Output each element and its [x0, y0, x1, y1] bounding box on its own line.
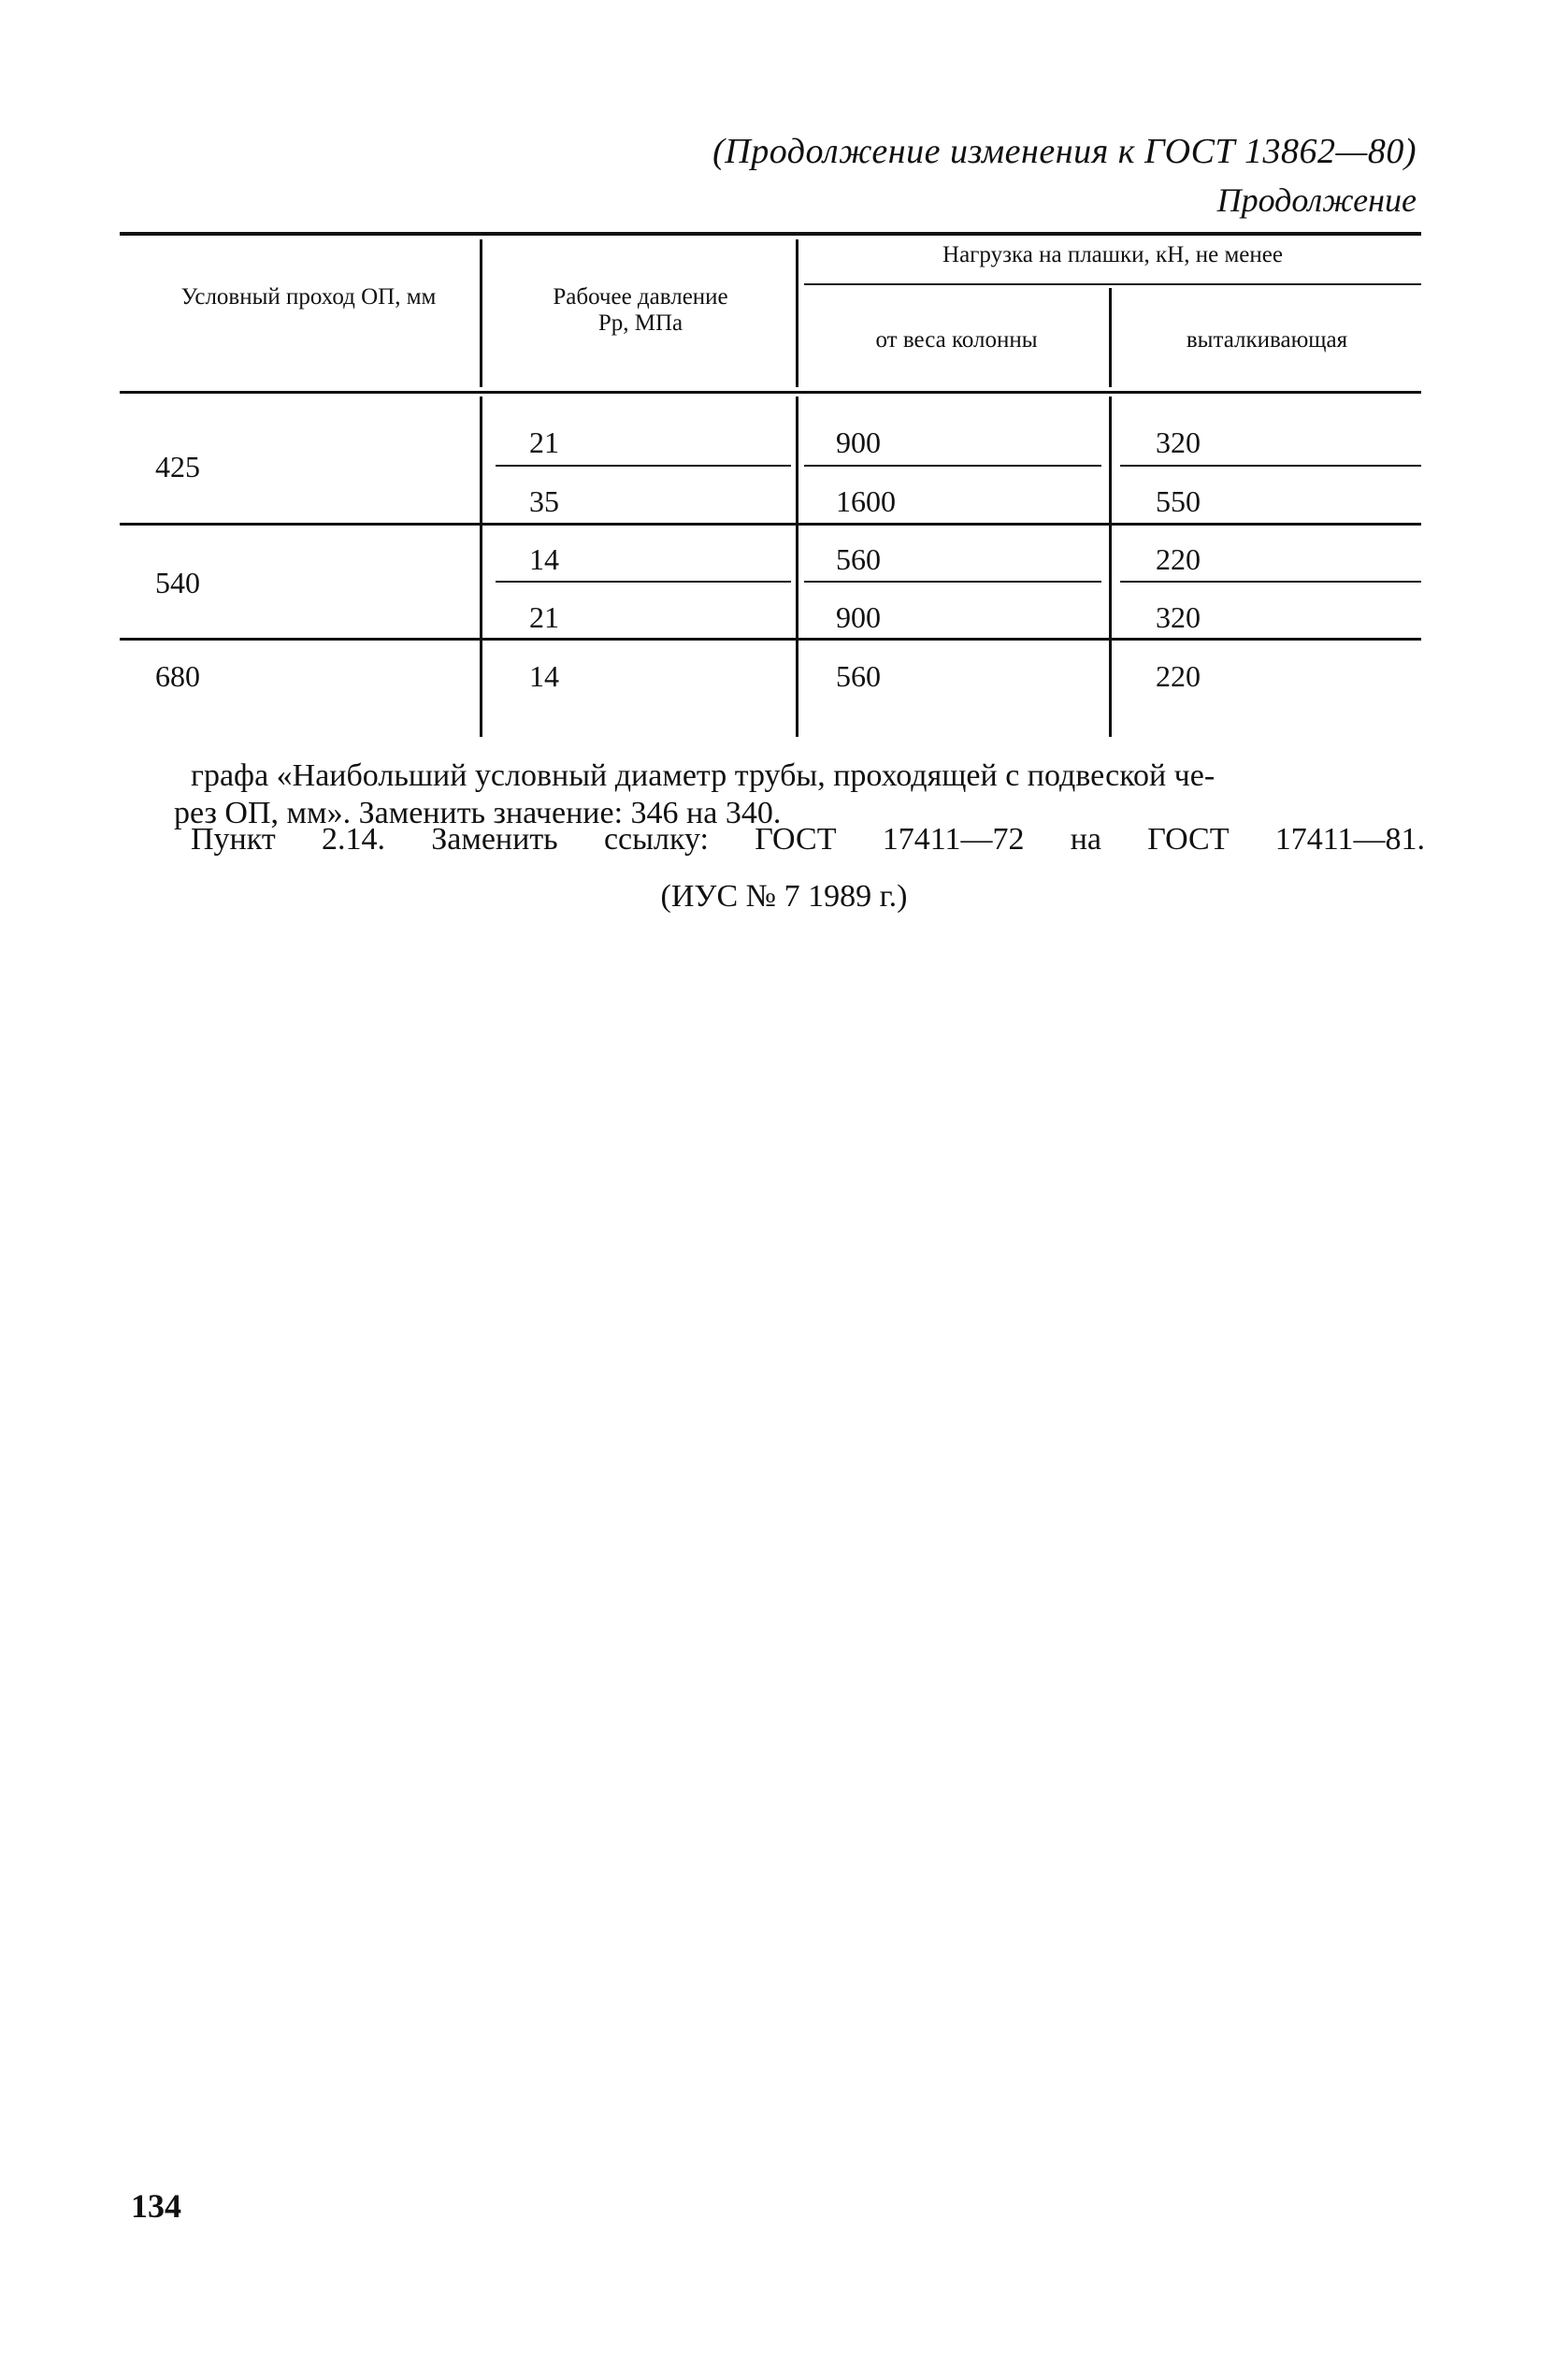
row-divider — [1120, 465, 1421, 467]
header-push-load: выталкивающая — [1186, 327, 1348, 353]
header-title: (Продолжение изменения к ГОСТ 13862—80) — [712, 132, 1417, 171]
group-sub-rule — [804, 283, 1421, 285]
cell-passage: 540 — [155, 566, 200, 599]
group-divider — [120, 638, 1421, 641]
header-passage: Условный проход ОП, мм — [180, 284, 437, 310]
vrule-1-body — [480, 396, 482, 737]
amendment-line-2: рез ОП, мм». Заменить значение: 346 на 340. — [174, 796, 782, 830]
row-divider — [496, 465, 791, 467]
amendment-line-1: графа «Наибольший условный диаметр трубы, проходящей с подвеской че- — [191, 758, 1216, 793]
cell-weight-load: 560 — [836, 659, 881, 693]
vrule-3-head — [1109, 288, 1112, 387]
cell-pressure: 21 — [529, 600, 559, 634]
row-divider — [804, 465, 1101, 467]
cell-weight-load: 560 — [836, 542, 881, 576]
header-subtitle: Продолжение — [1216, 181, 1417, 219]
table-header-rule — [120, 391, 1421, 394]
cell-pressure: 14 — [529, 659, 559, 693]
vrule-3-body — [1109, 396, 1112, 737]
header-pressure-line1: Рабочее давление — [553, 284, 728, 310]
cell-pressure: 14 — [529, 542, 559, 576]
cell-push-load: 220 — [1156, 542, 1201, 576]
vrule-2-head — [796, 239, 798, 387]
group-divider — [120, 523, 1421, 526]
cell-passage: 680 — [155, 659, 200, 693]
header-pressure-line2: Pр, МПа — [597, 310, 683, 336]
row-divider — [1120, 581, 1421, 583]
page-number: 134 — [131, 2187, 181, 2225]
publication-reference: (ИУС № 7 1989 г.) — [660, 879, 908, 914]
row-divider — [496, 581, 791, 583]
cell-weight-load: 900 — [836, 600, 881, 634]
cell-weight-load: 900 — [836, 425, 881, 459]
cell-push-load: 550 — [1156, 484, 1201, 518]
cell-passage: 425 — [155, 450, 200, 483]
cell-pressure: 35 — [529, 484, 559, 518]
cell-weight-load: 1600 — [836, 484, 896, 518]
vrule-2-body — [796, 396, 798, 737]
header-load-group: Нагрузка на плашки, кН, не менее — [942, 242, 1283, 267]
row-divider — [804, 581, 1101, 583]
cell-pressure: 21 — [529, 425, 559, 459]
amendment-item: Пункт 2.14. Заменить ссылку: ГОСТ 17411—72 на ГОСТ 17411—81. — [191, 822, 1425, 857]
cell-push-load: 320 — [1156, 425, 1201, 459]
header-weight-load: от веса колонны — [875, 327, 1038, 353]
table-top-rule — [120, 232, 1421, 236]
cell-push-load: 320 — [1156, 600, 1201, 634]
vrule-1-head — [480, 239, 482, 387]
cell-push-load: 220 — [1156, 659, 1201, 693]
